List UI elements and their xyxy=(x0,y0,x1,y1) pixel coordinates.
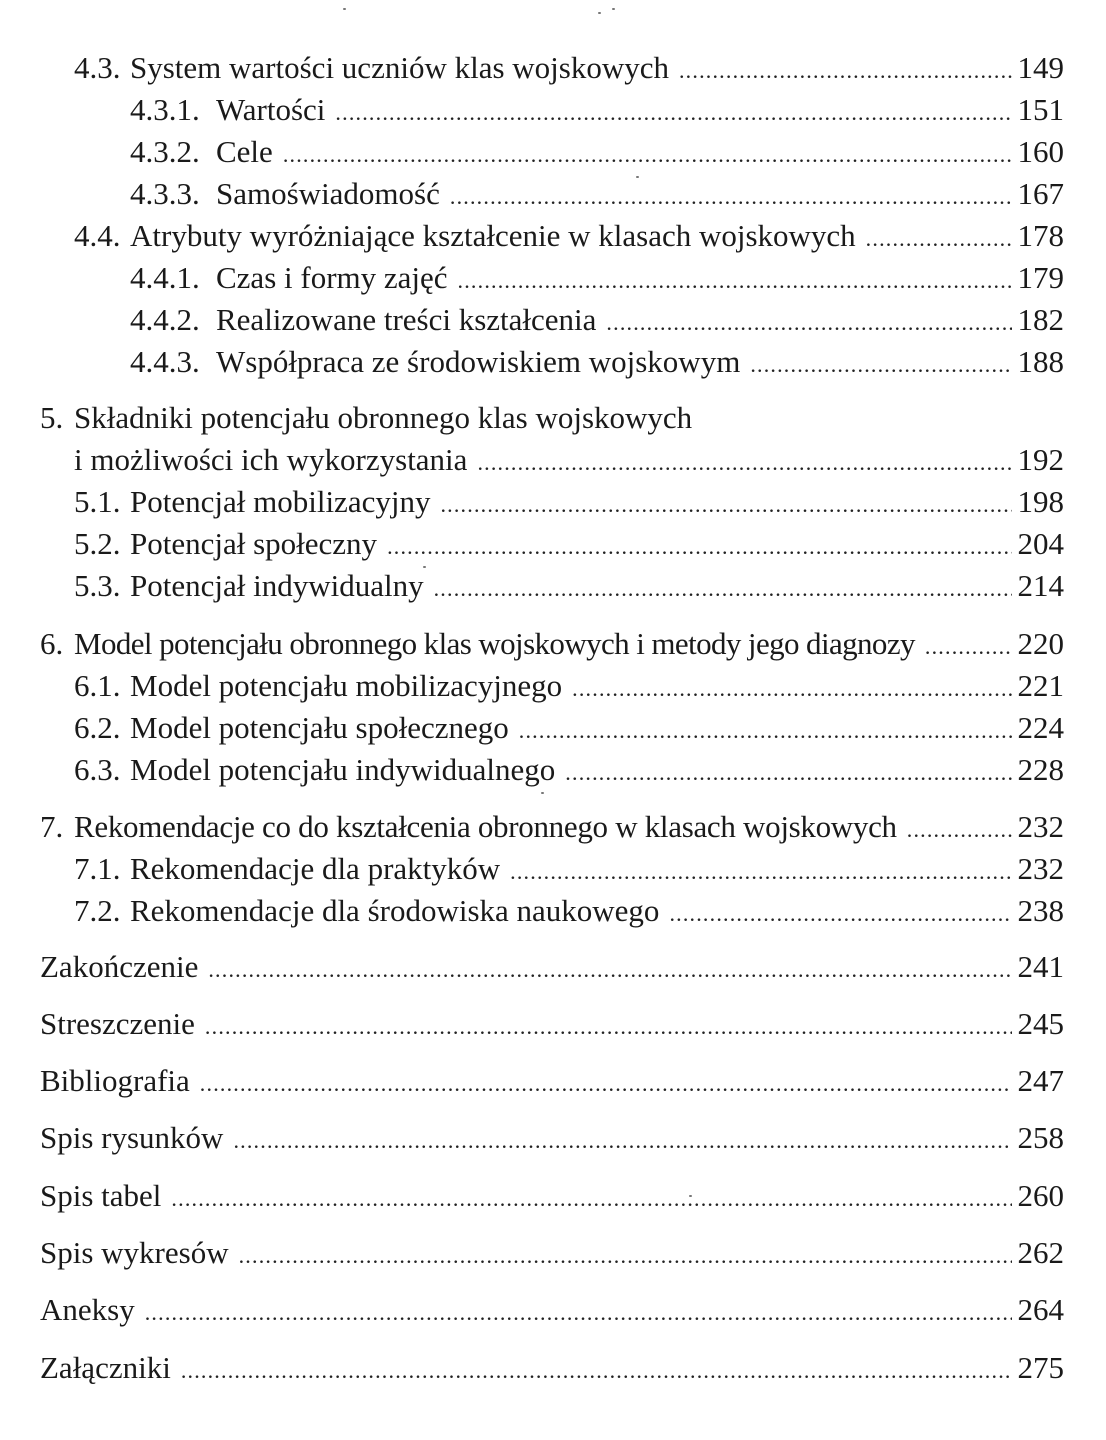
toc-entry-title: Samoświadomość xyxy=(216,176,440,211)
toc-entry xyxy=(40,1004,1064,1044)
toc-entry xyxy=(40,1061,1064,1101)
toc-entry xyxy=(40,1290,1064,1330)
dot-leader xyxy=(750,345,1011,385)
dot-leader xyxy=(907,810,1012,850)
toc-entry xyxy=(130,132,1064,172)
toc-entry-title: Zakończenie xyxy=(40,949,199,984)
toc-entry-page: 214 xyxy=(1017,568,1064,603)
toc-entry-title: Realizowane treści kształcenia xyxy=(216,302,597,337)
toc-entry-title: Aneksy xyxy=(40,1292,135,1327)
dot-leader xyxy=(171,1179,1011,1219)
toc-entry xyxy=(74,524,1064,564)
toc-entry-number: 4.3.2. xyxy=(130,134,200,169)
toc-entry-title: Potencjał społeczny xyxy=(130,526,378,561)
dot-leader xyxy=(283,135,1012,175)
toc-entry xyxy=(74,849,1064,889)
toc-entry-page: 258 xyxy=(1017,1120,1064,1155)
toc-entry-number: 4.4.3. xyxy=(130,344,200,379)
toc-entry-title: Model potencjału indywidualnego xyxy=(130,752,556,787)
toc-entry-number: 4.3.3. xyxy=(130,176,200,211)
toc-entry xyxy=(40,1348,1064,1388)
scan-speck xyxy=(612,8,615,10)
dot-leader xyxy=(572,669,1011,709)
dot-leader xyxy=(477,443,1011,483)
toc-entry-number: 5. xyxy=(40,400,64,435)
toc-entry xyxy=(40,947,1064,987)
toc-entry-title: Atrybuty wyróżniające kształcenie w klasach wojskowych xyxy=(130,218,856,253)
toc-entry-page: 275 xyxy=(1017,1350,1064,1385)
dot-leader xyxy=(925,627,1012,667)
dot-leader xyxy=(510,852,1011,892)
dot-leader xyxy=(208,950,1011,990)
toc-entry-title: Cele xyxy=(216,134,273,169)
toc-entry-page: 260 xyxy=(1017,1178,1064,1213)
toc-entry-number: 4.4.2. xyxy=(130,302,200,337)
dot-leader xyxy=(458,261,1012,301)
toc-entry-number: 6.2. xyxy=(74,710,121,745)
dot-leader xyxy=(669,894,1011,934)
toc-entry-page: 228 xyxy=(1017,752,1064,787)
toc-entry xyxy=(74,440,1064,480)
scan-speck xyxy=(423,566,426,568)
toc-entry-title: Rekomendacje dla praktyków xyxy=(130,851,501,886)
toc-entry-title: Streszczenie xyxy=(40,1006,195,1041)
toc-entry-number: 6.1. xyxy=(74,668,121,703)
dot-leader xyxy=(519,711,1012,751)
scan-speck xyxy=(636,176,639,178)
toc-entry-page: 245 xyxy=(1017,1006,1064,1041)
toc-entry-page: 232 xyxy=(1017,851,1064,886)
dot-leader xyxy=(205,1007,1012,1047)
scan-speck xyxy=(598,12,601,14)
toc-chapter-heading xyxy=(40,624,1064,664)
toc-entry-title: Rekomendacje co do kształcenia obronnego w klasach wojskowych xyxy=(74,809,897,844)
toc-entry-page: 167 xyxy=(1017,176,1064,211)
toc-entry xyxy=(74,482,1064,522)
toc-entry xyxy=(74,566,1064,606)
toc-entry xyxy=(74,891,1064,931)
toc-entry-number: 7.1. xyxy=(74,851,121,886)
toc-entry-page: 241 xyxy=(1017,949,1064,984)
toc-chapter-heading xyxy=(40,807,1064,847)
toc-entry-page: 232 xyxy=(1017,809,1064,844)
dot-leader xyxy=(679,51,1012,91)
toc-entry-title: Załączniki xyxy=(40,1350,171,1385)
toc-entry-page: 221 xyxy=(1017,668,1064,703)
toc-entry-number: 4.3.1. xyxy=(130,92,200,127)
toc-entry-page: 188 xyxy=(1017,344,1064,379)
scan-speck xyxy=(343,8,346,10)
dot-leader xyxy=(606,303,1011,343)
toc-entry-page: 151 xyxy=(1017,92,1064,127)
toc-entry-title: Spis wykresów xyxy=(40,1235,229,1270)
toc-entry-page: 204 xyxy=(1017,526,1064,561)
toc-entry xyxy=(74,666,1064,706)
toc-entry-page: 160 xyxy=(1017,134,1064,169)
dot-leader xyxy=(440,485,1011,525)
dot-leader xyxy=(145,1293,1012,1333)
toc-entry-page: 149 xyxy=(1017,50,1064,85)
toc-entry-page: 179 xyxy=(1017,260,1064,295)
dot-leader xyxy=(233,1121,1011,1161)
toc-entry-title: Model potencjału mobilizacyjnego xyxy=(130,668,563,703)
toc-entry-title: Współpraca ze środowiskiem wojskowym xyxy=(216,344,741,379)
toc-entry-page: 198 xyxy=(1017,484,1064,519)
toc-entry xyxy=(74,48,1064,88)
toc-entry-number: 7. xyxy=(40,809,64,844)
dot-leader xyxy=(434,569,1012,609)
toc-entry-page: 182 xyxy=(1017,302,1064,337)
toc-entry-number: 5.3. xyxy=(74,568,121,603)
toc-entry-number: 4.3. xyxy=(74,50,121,85)
toc-entry-title: System wartości uczniów klas wojskowych xyxy=(130,50,669,85)
toc-entry-title: Model potencjału społecznego xyxy=(130,710,509,745)
toc-entry xyxy=(130,300,1064,340)
toc-entry-page: 264 xyxy=(1017,1292,1064,1327)
toc-entry xyxy=(130,258,1064,298)
toc-entry-page: 238 xyxy=(1017,893,1064,928)
dot-leader xyxy=(387,527,1011,567)
toc-entry-page: 247 xyxy=(1017,1063,1064,1098)
toc-entry-page: 262 xyxy=(1017,1235,1064,1270)
toc-entry-title: Wartości xyxy=(216,92,326,127)
toc-entry-page: 178 xyxy=(1017,218,1064,253)
toc-entry xyxy=(74,708,1064,748)
dot-leader xyxy=(335,93,1011,133)
toc-entry-number: 5.1. xyxy=(74,484,121,519)
toc-entry xyxy=(40,1118,1064,1158)
scan-speck xyxy=(689,1195,692,1197)
toc-entry-title: Potencjał mobilizacyjny xyxy=(130,484,431,519)
toc-entry-page: 224 xyxy=(1017,710,1064,745)
toc-entry-number: 6.3. xyxy=(74,752,121,787)
dot-leader xyxy=(866,219,1012,259)
toc-entry-title: Bibliografia xyxy=(40,1063,190,1098)
toc-entry-title: Składniki potencjału obronnego klas wojskowych xyxy=(74,400,693,435)
dot-leader xyxy=(200,1064,1012,1104)
toc-entry-number: 4.4. xyxy=(74,218,121,253)
dot-leader xyxy=(565,753,1011,793)
toc-entry-page: 220 xyxy=(1017,626,1064,661)
toc-entry-number: 7.2. xyxy=(74,893,121,928)
toc-entry-number: 6. xyxy=(40,626,64,661)
dot-leader xyxy=(450,177,1012,217)
toc-entry-page: 192 xyxy=(1017,442,1064,477)
toc-entry xyxy=(74,216,1064,256)
toc-entry xyxy=(74,750,1064,790)
toc-entry-title: Spis tabel xyxy=(40,1178,162,1213)
toc-entry xyxy=(130,90,1064,130)
toc-entry-title: Spis rysunków xyxy=(40,1120,224,1155)
toc-entry xyxy=(40,1176,1064,1216)
toc-entry xyxy=(40,1233,1064,1273)
toc-chapter-heading xyxy=(40,398,1064,438)
toc-entry xyxy=(130,174,1064,214)
toc-entry-title: Rekomendacje dla środowiska naukowego xyxy=(130,893,660,928)
toc-entry-title: Potencjał indywidualny xyxy=(130,568,424,603)
scan-speck xyxy=(541,792,544,794)
toc-entry xyxy=(130,342,1064,382)
toc-entry-number: 4.4.1. xyxy=(130,260,200,295)
dot-leader xyxy=(239,1236,1012,1276)
toc-entry-title: Model potencjału obronnego klas wojskowych i metody jego diagnozy xyxy=(74,626,915,661)
toc-entry-title: Czas i formy zajęć xyxy=(216,260,448,295)
toc-entry-title: i możliwości ich wykorzystania xyxy=(74,442,468,477)
toc-entry-number: 5.2. xyxy=(74,526,121,561)
dot-leader xyxy=(181,1351,1012,1391)
